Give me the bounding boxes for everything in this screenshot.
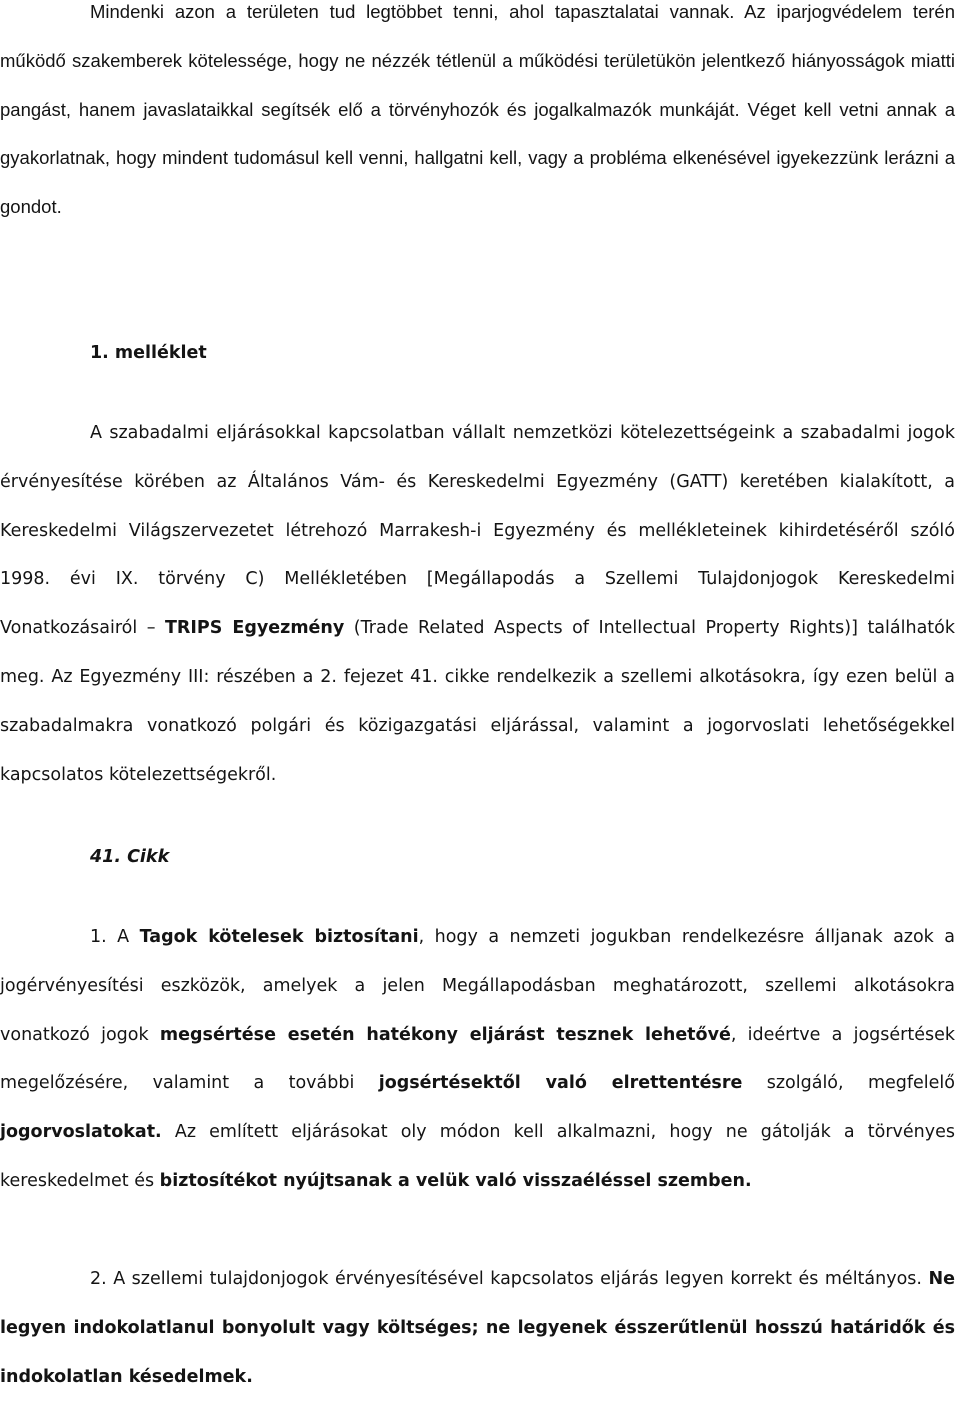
p1-text-a: 1. A (90, 927, 140, 947)
intro-text-2: Véget kell vetni annak a gyakorlatnak, hogy mindent tudomásul kell venni, hallgatni kell, vagy a probléma elkenésével igyekezzünk lerázni a gondot. (0, 98, 955, 218)
p1-bold-f: jogsértésektől való elrettentésre (378, 1073, 743, 1094)
intro-text-1: Mindenki azon a területen tud legtöbbet tenni, ahol tapasztalatai vannak. Az iparjogvédelem terén működő szakemberek kötelessége, hogy ne nézzék tétlenül a működési területükön jelentkező hiányosságok miatti pangást, hanem javaslataikkal segítsék elő a törvényhozók és jogalkalmazók munkáját. (0, 1, 955, 120)
p2-bold-b: Ne legyen indokolatlanul bonyolult vagy költséges; ne legyenek ésszerűtlenül hosszú határidők és indokolatlan késedelmek. (0, 1269, 955, 1387)
article-paragraph-1 (0, 913, 955, 1206)
p1-text-i: Az említett eljárásokat oly módon kell alkalmazni, hogy ne gátolják a törvényes kereskedelmet és (0, 1122, 955, 1191)
annex-paragraph (0, 409, 955, 799)
annex-text-c: (Trade Related Aspects of Intellectual Property Rights)] találhatók meg. Az Egyezmény III: részében a 2. fejezet 41. cikke rendelkezik a szellemi alkotásokra, így ezen belül a szabadalmakra vonatkozó polgári és közigazgatási eljárással, valamint a jogorvoslati lehetőségekkel kapcsolatos kötelezettségekről. (0, 618, 955, 785)
p1-bold-b: Tagok kötelesek biztosítani (139, 927, 419, 947)
p1-bold-h: jogorvoslatokat. (0, 1122, 162, 1143)
p1-bold-j: biztosítékot nyújtsanak a velük való visszaéléssel szemben. (159, 1170, 752, 1191)
annex-text-a: A szabadalmi eljárásokkal kapcsolatban vállalt nemzetközi kötelezettségeink a szabadalmi jogok érvényesítése körében az Általános Vám- és Kereskedelmi Egyezmény (GATT) keretében kialakított, a Kereskedelmi Világszervezetet létrehozó Marrakesh-i Egyezmény és mellékleteinek kihirdetéséről szóló 1998. évi IX. törvény C) Mellékletében [Megállapodás a Szellemi Tulajdonjogok Kereskedelmi Vonatkozásairól – (0, 423, 955, 639)
p1-text-g: szolgáló, megfelelő (742, 1073, 955, 1094)
article-paragraph-2 (0, 1255, 955, 1401)
intro-paragraph (0, 0, 955, 232)
p1-text-c: , hogy a nemzeti jogukban rendelkezésre álljanak azok a jogérvényesítési eszközök, amelyek a jelen Megállapodásban meghatározott, szellemi alkotásokra vonatkozó jogok (0, 927, 956, 1045)
p1-text-e: , ideértve a jogsértések megelőzésére, valamint a további (0, 1024, 956, 1094)
article-heading: 41. Cikk (90, 847, 170, 867)
annex-trips-bold: TRIPS Egyezmény (164, 618, 345, 639)
p1-bold-d: megsértése esetén hatékony eljárást tesznek lehetővé (159, 1024, 731, 1045)
p2-text-a: 2. A szellemi tulajdonjogok érvényesítésével kapcsolatos eljárás legyen korrekt és méltányos. (90, 1269, 929, 1289)
annex-heading: 1. melléklet (90, 343, 207, 363)
